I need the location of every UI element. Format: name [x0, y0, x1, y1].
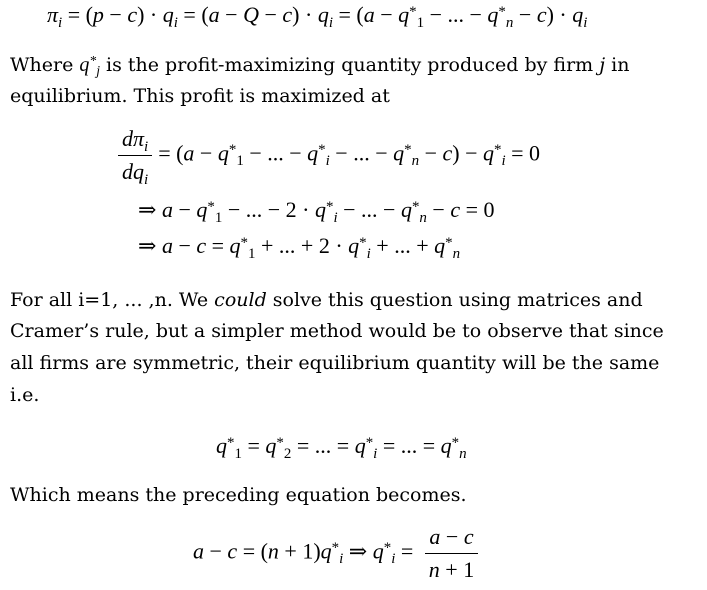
- paragraph-symmetry-line4: i.e.: [10, 384, 40, 406]
- paragraph-profit-intro-line1: Where $q^*_j$ is the profit-maximizing quantity produced by firm j in: [10, 53, 630, 79]
- text-in: in: [605, 54, 630, 76]
- paragraph-symmetry-line1: [10, 285, 643, 316]
- first-order-condition-step2: ⇒ $a - c = q^*_1$ + ... + $2 \cdot q^*_i$ + ... + $q^*_n$: [138, 233, 461, 262]
- text-for-all: For all i=1, ... ,n. We: [10, 289, 215, 311]
- paragraph-symmetry-line3: all firms are symmetric, their equilibrium quantity will be the same: [10, 352, 660, 374]
- text-could-emphasis: could: [214, 289, 267, 311]
- paragraph-symmetry-line2: Cramer’s rule, but a simpler method would be to observe that since: [10, 320, 664, 342]
- paragraph-profit-intro-line2: equilibrium. This profit is maximized at: [10, 85, 390, 107]
- symmetry-equation: $q^*_1 = q^*_2$ = ... = $q^*_i$ = ... = $q^*_n$: [216, 433, 467, 462]
- firm-index-symbol: j: [599, 54, 606, 76]
- equilibrium-fraction: $\frac{a - c}{n + 1}$: [425, 524, 478, 583]
- profit-equation: $\pi_i = (p - c) \cdot q_i = (a - Q - c) \cdot q_i = (a - q^*_1$ − ... − $q^*_n - c) \cdot q_i$: [47, 2, 588, 31]
- derivative-equation: $\frac{d\pi_i}{dq_i}$ = ($a - q^*_1$ − ... − $q^*_i$ − ... − $q^*_n - c) - q^*_i = 0$: [118, 126, 540, 185]
- text-where: Where: [10, 54, 80, 76]
- text-solve-matrices: solve this question using matrices and: [266, 289, 643, 311]
- text-profit-maximizing: is the profit-maximizing quantity produced by firm: [99, 54, 600, 76]
- equilibrium-quantity-equation: $a - c = (n + 1)q^*_i$ ⇒ $q^*_i$ = $\frac{a - c}{n + 1}$: [193, 524, 484, 583]
- paragraph-conclusion: Which means the preceding equation becomes.: [10, 484, 467, 506]
- derivative-fraction: $\frac{d\pi_i}{dq_i}$: [118, 126, 152, 185]
- first-order-condition-step1: ⇒ $a - q^*_1$ − ... − $2 \cdot q^*_i$ − ... − $q^*_n - c = 0$: [138, 197, 495, 226]
